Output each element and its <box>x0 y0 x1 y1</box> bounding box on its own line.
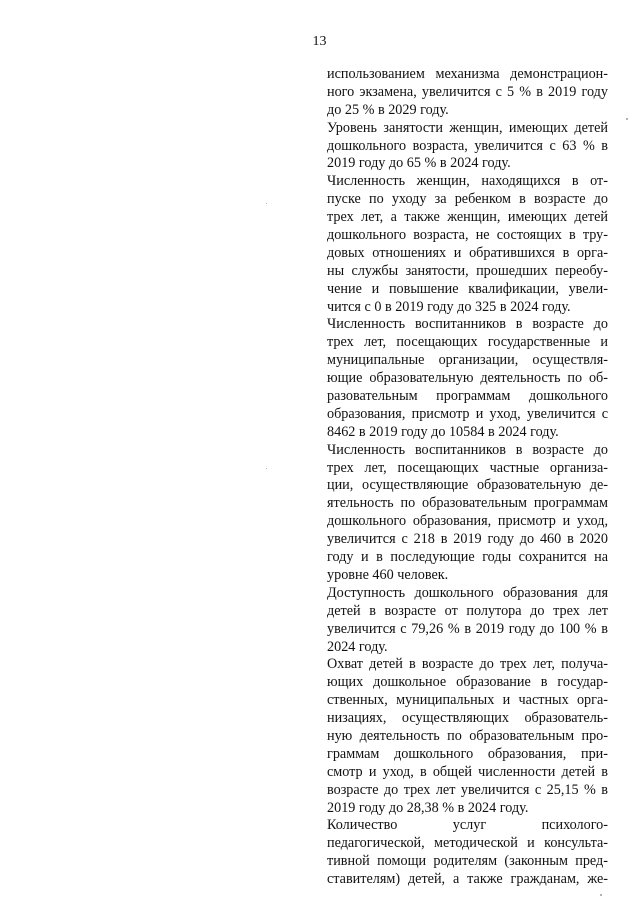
text-line: низациях, осуществляющих образователь- <box>327 710 608 727</box>
text-line: пуске по уходу за ребенком в возрасте до <box>327 191 608 208</box>
text-line: чится с 0 в 2019 году до 325 в 2024 году. <box>327 298 571 315</box>
text-line: ющие образовательную деятельность по об- <box>327 370 608 387</box>
text-line: 2019 году до 28,38 % в 2024 году. <box>327 799 529 816</box>
text-line: ны службы занятости, прошедших переобу- <box>327 262 608 279</box>
text-line: смотр и уход, в общей численности детей в <box>327 763 608 780</box>
text-line: ющих дошкольное образование в государ- <box>327 674 608 691</box>
text-line: довых отношениях и обратившихся в орга- <box>327 244 608 261</box>
paragraph-private-preschool <box>327 442 608 585</box>
text-line: использованием механизма демонстрацион- <box>327 66 608 82</box>
text-line: образования, присмотр и уход, увеличится с <box>327 405 608 422</box>
paragraph-preschool-availability <box>327 585 608 657</box>
paragraph-coverage <box>327 656 608 817</box>
text-line: уровне 460 человек. <box>327 566 449 583</box>
paragraph-services-count <box>327 817 608 889</box>
text-line: педагогической, методической и консульта- <box>327 835 608 852</box>
text-line: ятельность по образовательным программам <box>327 495 608 512</box>
text-line: ставителям) детей, а также гражданам, же- <box>327 871 608 888</box>
text-line: разовательным программам дошкольного <box>327 388 608 405</box>
text-line: 8462 в 2019 году до 10584 в 2024 году. <box>327 423 559 440</box>
text-line: году и в последующие годы сохранится на <box>327 549 608 566</box>
text-line: Численность воспитанников в возрасте до <box>327 316 608 333</box>
paragraph-demo-exam <box>327 66 608 120</box>
text-line: увеличится с 218 в 2019 году до 460 в 2020 <box>327 531 608 548</box>
text-line: Численность женщин, находящихся в от- <box>327 173 608 190</box>
text-line: 2019 году до 65 % в 2024 году. <box>327 155 511 172</box>
text-line: дошкольного возраста, не состоящих в тру- <box>327 227 608 244</box>
text-line: Охват детей в возрасте до трех лет, получа- <box>327 656 608 673</box>
text-line: трех лет, посещающих государственные и <box>327 334 608 351</box>
scan-speck <box>266 468 267 469</box>
text-line: ственных, муниципальных и частных орга- <box>327 692 608 709</box>
text-line: трех лет, посещающих частные организа- <box>327 459 608 476</box>
text-line: чение и повышение квалификации, увели- <box>327 280 608 297</box>
text-line: детей в возрасте от полутора до трех лет <box>327 602 608 619</box>
text-line: граммам дошкольного образования, при- <box>327 745 608 762</box>
page-number: 13 <box>312 34 327 49</box>
text-line: 2024 году. <box>327 638 388 655</box>
scan-speck <box>266 203 267 204</box>
text-line: Доступность дошкольного образования для <box>327 584 608 601</box>
text-line: трех лет, а также женщин, имеющих детей <box>327 209 608 226</box>
text-line: возрасте до трех лет увеличится с 25,15 % в <box>327 781 608 798</box>
text-line: муниципальные организации, осуществля- <box>327 352 608 369</box>
text-line: Уровень занятости женщин, имеющих детей <box>327 119 608 136</box>
text-line: ную деятельность по образовательным про- <box>327 727 608 744</box>
scan-speck <box>600 894 602 896</box>
text-line: ции, осуществляющие образовательную де- <box>327 477 608 494</box>
text-line: Численность воспитанников в возрасте до <box>327 441 608 458</box>
text-line: ного экзамена, увеличится с 5 % в 2019 году <box>327 83 608 100</box>
text-line: дошкольного образования, присмотр и уход, <box>327 513 608 530</box>
text-line: Количество услуг психолого- <box>327 817 608 834</box>
text-line: дошкольного возраста, увеличится с 63 % в <box>327 137 608 154</box>
text-line: увеличится с 79,26 % в 2019 году до 100 % в <box>327 620 608 637</box>
paragraph-public-preschool <box>327 316 608 441</box>
scan-speck <box>626 118 628 120</box>
text-line: тивной помощи родителям (законным пред- <box>327 853 608 870</box>
paragraph-women-retraining <box>327 173 608 316</box>
paragraph-women-employment <box>327 120 608 174</box>
text-column <box>327 66 608 889</box>
text-line: до 25 % в 2029 году. <box>327 101 449 118</box>
